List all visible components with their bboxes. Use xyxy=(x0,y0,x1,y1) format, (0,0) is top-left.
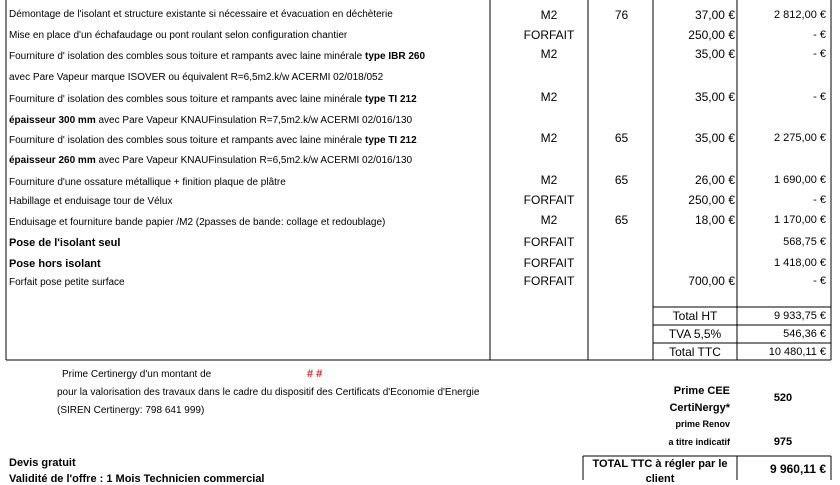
row-unit: M2 xyxy=(540,47,558,61)
row-total: 2 812,00 € xyxy=(774,9,826,21)
total-ttc-label: Total TTC xyxy=(669,345,721,359)
prime-line-1: Prime Certinergy d'un montant de xyxy=(62,369,212,380)
row-unit-price: 700,00 € xyxy=(688,274,735,288)
row-description: Pose hors isolant xyxy=(9,258,101,270)
tva-label: TVA 5,5% xyxy=(668,327,722,341)
row-unit: FORFAIT xyxy=(523,274,575,288)
final-total-value: 9 960,11 € xyxy=(769,462,826,476)
row-unit-price: 35,00 € xyxy=(694,47,735,61)
row-description: Enduisage et fourniture bande papier /M2 (2passes de bande: collage et redoublage) xyxy=(9,217,386,228)
row-description: épaisseur 300 mm avec Pare Vapeur KNAUFinsulation R=7,5m2.k/w ACERMI 02/016/130 xyxy=(9,115,413,126)
row-quantity: 65 xyxy=(614,131,629,145)
prime-hash-marks: # # xyxy=(307,368,323,380)
devis-gratuit: Devis gratuit xyxy=(9,457,76,469)
row-total: - € xyxy=(813,194,826,206)
prime-renov-value: 975 xyxy=(773,436,793,448)
row-total: 1 418,00 € xyxy=(774,257,826,269)
total-ht-value: 9 933,75 € xyxy=(774,310,826,322)
prime-renov-note: a titre indicatif xyxy=(668,437,730,447)
row-unit-price: 26,00 € xyxy=(694,173,735,187)
prime-line-3: (SIREN Certinergy: 798 641 999) xyxy=(57,405,205,416)
row-unit: M2 xyxy=(540,8,558,22)
row-quantity: 65 xyxy=(614,213,629,227)
row-unit-price: 37,00 € xyxy=(694,8,735,22)
row-total: - € xyxy=(813,48,826,60)
row-unit: M2 xyxy=(540,213,558,227)
row-description: Fourniture d' isolation des combles sous toiture et rampants avec laine minérale type IBR 260 xyxy=(9,51,426,62)
row-unit: FORFAIT xyxy=(523,28,575,42)
row-unit-price: 250,00 € xyxy=(688,193,735,207)
total-ttc-value: 10 480,11 € xyxy=(768,346,826,358)
validite-offre: Validité de l'offre : 1 Mois Technicien commercial xyxy=(9,473,265,485)
row-description: Forfait pose petite surface xyxy=(9,277,125,288)
total-ht-label: Total HT xyxy=(672,309,718,323)
row-unit: M2 xyxy=(540,131,558,145)
prime-cee-value: 520 xyxy=(773,392,793,404)
row-unit: M2 xyxy=(540,173,558,187)
row-unit-price: 18,00 € xyxy=(694,213,735,227)
prime-cee-label-2: CertiNergy* xyxy=(669,402,730,414)
row-quantity: 76 xyxy=(614,8,629,22)
row-description: Démontage de l'isolant et structure existante si nécessaire et évacuation en déchèterie xyxy=(9,9,393,20)
row-unit: FORFAIT xyxy=(523,235,575,249)
tva-value: 546,36 € xyxy=(783,328,826,340)
row-total: 2 275,00 € xyxy=(774,132,826,144)
row-quantity: 65 xyxy=(614,173,629,187)
row-description: Mise en place d'un échafaudage ou pont roulant selon configuration chantier xyxy=(9,30,348,41)
row-unit: M2 xyxy=(540,90,558,104)
row-description: Habillage et enduisage tour de Vélux xyxy=(9,196,173,207)
prime-cee-label: Prime CEE xyxy=(673,385,730,397)
row-unit: FORFAIT xyxy=(523,256,575,270)
prime-line-2: pour la valorisation des travaux dans le cadre du dispositif des Certificats d'Economie d'Energie xyxy=(57,387,480,398)
row-unit-price: 35,00 € xyxy=(694,131,735,145)
final-total-label-2: client xyxy=(645,473,675,485)
row-description: Fourniture d' isolation des combles sous toiture et rampants avec laine minérale type TI 212 xyxy=(9,94,417,105)
row-description: Fourniture d' isolation des combles sous toiture et rampants avec laine minérale type TI 212 xyxy=(9,135,417,146)
row-description: Fourniture d'une ossature métallique + finition plaque de plâtre xyxy=(9,177,286,188)
row-total: 1 690,00 € xyxy=(774,174,826,186)
row-description: épaisseur 260 mm avec Pare Vapeur KNAUFinsulation R=6,5m2.k/w ACERMI 02/016/130 xyxy=(9,155,413,166)
row-total: - € xyxy=(813,91,826,103)
row-description: avec Pare Vapeur marque ISOVER ou équivalent R=6,5m2.k/w ACERMI 02/018/052 xyxy=(9,72,384,83)
row-total: 568,75 € xyxy=(783,236,826,248)
row-total: 1 170,00 € xyxy=(774,214,826,226)
row-description: Pose de l'isolant seul xyxy=(9,237,121,249)
row-unit-price: 35,00 € xyxy=(694,90,735,104)
row-total: - € xyxy=(813,275,826,287)
final-total-label: TOTAL TTC à régler par le xyxy=(592,458,728,470)
row-unit-price: 250,00 € xyxy=(688,28,735,42)
row-total: - € xyxy=(813,29,826,41)
row-unit: FORFAIT xyxy=(523,193,575,207)
prime-renov-label: prime Renov xyxy=(675,419,730,429)
